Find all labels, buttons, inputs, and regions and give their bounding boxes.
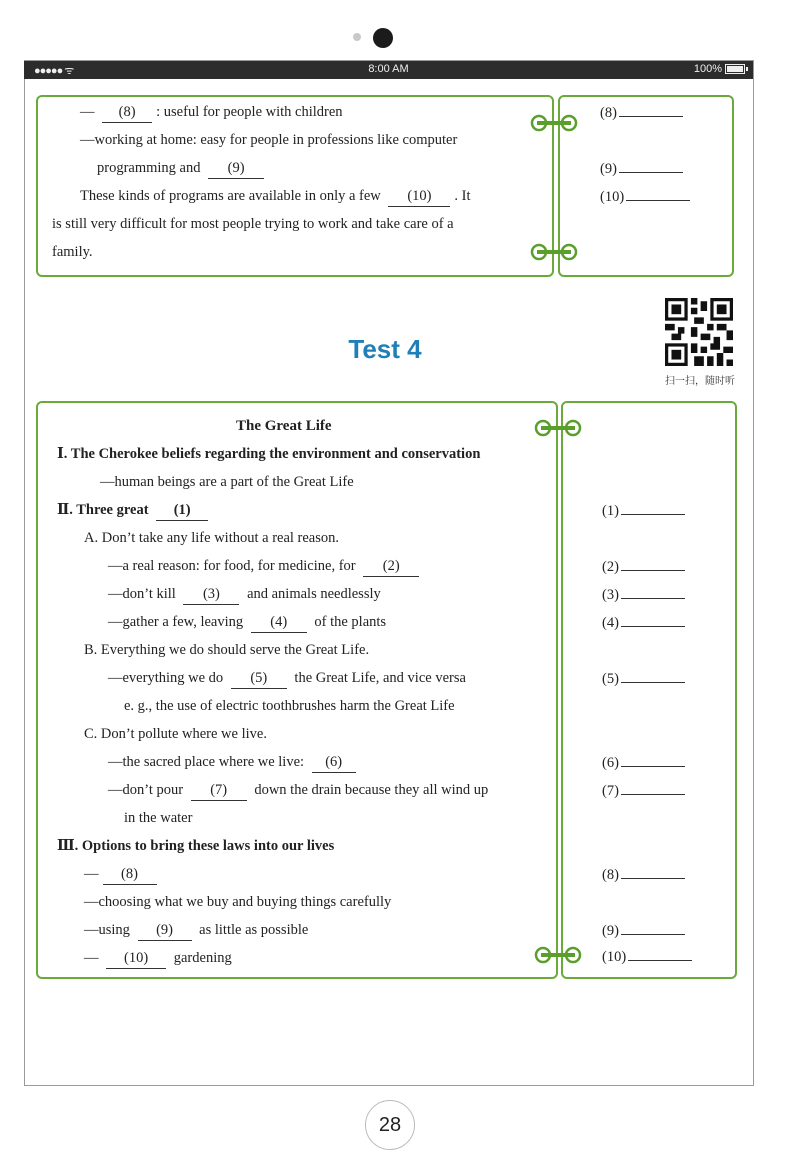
answer-field-8[interactable] bbox=[600, 102, 683, 123]
subsection-c-heading: C. Don’t pollute where we live. bbox=[84, 726, 267, 742]
status-time: 8:00 AM bbox=[368, 63, 409, 75]
blank-2: (2) bbox=[363, 556, 419, 577]
section-1-item: —human beings are a part of the Great Life bbox=[100, 474, 354, 490]
blank-5: (5) bbox=[231, 668, 287, 689]
top-line-2: —working at home: easy for people in professions like computer bbox=[80, 132, 458, 148]
top-line-4 bbox=[80, 186, 471, 207]
answer-label: (3) bbox=[602, 587, 619, 603]
text: down the drain because they all wind up bbox=[254, 782, 489, 798]
item-c2 bbox=[108, 780, 488, 801]
text: —a real reason: for food, for medicine, for bbox=[108, 558, 356, 574]
battery-status bbox=[694, 63, 745, 75]
top-line-6: family. bbox=[52, 244, 93, 260]
top-line-5: is still very difficult for most people trying to work and take care of a bbox=[52, 216, 454, 232]
text: programming and bbox=[97, 160, 201, 176]
answer-field-3[interactable] bbox=[602, 584, 685, 605]
answer-field-10[interactable] bbox=[600, 186, 690, 207]
colon: : bbox=[156, 104, 161, 120]
qr-caption: 扫一扫，随时听 bbox=[665, 376, 735, 387]
binder-ring-icon bbox=[533, 418, 583, 438]
top-line-1: — (8) : useful for people with children bbox=[80, 102, 343, 123]
answer-field-6[interactable] bbox=[602, 752, 685, 773]
answer-label: (10) bbox=[600, 189, 625, 205]
camera-dot-small bbox=[353, 33, 361, 41]
answer-label: (7) bbox=[602, 783, 619, 799]
binder-ring-icon bbox=[533, 945, 583, 965]
answer-label: (6) bbox=[602, 755, 619, 771]
status-bar bbox=[24, 61, 753, 79]
blank-9: (9) bbox=[208, 158, 264, 179]
signal-icon: ●●●●● ᯤ bbox=[34, 65, 74, 77]
outline-title: The Great Life bbox=[236, 418, 332, 434]
blank-4: (4) bbox=[251, 612, 307, 633]
text: —the sacred place where we live: bbox=[108, 754, 305, 770]
answer-label: (10) bbox=[602, 949, 627, 965]
text: —don’t kill bbox=[108, 586, 176, 602]
section-3-heading: Ⅲ. Options to bring these laws into our lives bbox=[57, 838, 335, 854]
answer-field-2[interactable] bbox=[602, 556, 685, 577]
item-b2: e. g., the use of electric toothbrushes harm the Great Life bbox=[124, 698, 455, 714]
item-c3: in the water bbox=[124, 810, 193, 826]
text: and animals needlessly bbox=[247, 586, 381, 602]
blank-6: (6) bbox=[312, 752, 356, 773]
text: gardening bbox=[173, 950, 232, 966]
blank-8: (8) bbox=[102, 102, 152, 123]
blank-3: (3) bbox=[183, 584, 239, 605]
item-c1 bbox=[108, 752, 360, 773]
text: — bbox=[84, 866, 99, 882]
top-line-3 bbox=[97, 158, 268, 179]
item-3-2: —choosing what we buy and buying things carefully bbox=[84, 894, 392, 910]
text: These kinds of programs are available in only a few bbox=[80, 188, 381, 204]
answer-field-9[interactable] bbox=[600, 158, 683, 179]
answer-label: (9) bbox=[600, 161, 617, 177]
text: as little as possible bbox=[199, 922, 309, 938]
text: the Great Life, and vice versa bbox=[294, 670, 466, 686]
item-a3 bbox=[108, 612, 386, 633]
battery-icon bbox=[725, 64, 745, 74]
text: —gather a few, leaving bbox=[108, 614, 244, 630]
text: — bbox=[84, 950, 99, 966]
answer-label: (4) bbox=[602, 615, 619, 631]
blank-1: (1) bbox=[156, 500, 208, 521]
text: Ⅱ. Three great bbox=[57, 502, 149, 518]
binder-ring-icon bbox=[529, 113, 579, 133]
answer-field-5[interactable] bbox=[602, 668, 685, 689]
battery-percent: 100% bbox=[693, 63, 722, 75]
text: —don’t pour bbox=[108, 782, 184, 798]
blank-9: (9) bbox=[138, 920, 192, 941]
answer-panel bbox=[561, 401, 737, 979]
answer-field-8b[interactable] bbox=[602, 864, 685, 885]
section-1-heading: Ⅰ. The Cherokee beliefs regarding the environment and conservation bbox=[57, 446, 481, 462]
answer-label: (2) bbox=[602, 559, 619, 575]
section-2-heading bbox=[57, 500, 212, 521]
blank-10: (10) bbox=[106, 948, 166, 969]
item-3-1 bbox=[84, 864, 161, 885]
item-a2 bbox=[108, 584, 381, 605]
page-title: Test 4 bbox=[348, 334, 422, 364]
answer-field-10b[interactable] bbox=[602, 946, 692, 967]
text: of the plants bbox=[314, 614, 387, 630]
answer-field-4[interactable] bbox=[602, 612, 685, 633]
answer-label: (5) bbox=[602, 671, 619, 687]
blank-8: (8) bbox=[103, 864, 157, 885]
text: —everything we do bbox=[108, 670, 224, 686]
text: useful for people with children bbox=[163, 104, 343, 120]
item-b1 bbox=[108, 668, 466, 689]
page-number: 28 bbox=[365, 1100, 415, 1150]
answer-label: (9) bbox=[602, 923, 619, 939]
answer-label: (8) bbox=[602, 867, 619, 883]
text: —using bbox=[84, 922, 130, 938]
subsection-b-heading: B. Everything we do should serve the Great Life. bbox=[84, 642, 370, 658]
blank-7: (7) bbox=[191, 780, 247, 801]
binder-ring-icon bbox=[529, 242, 579, 262]
camera-dot bbox=[373, 28, 393, 48]
answer-label: (8) bbox=[600, 105, 617, 121]
blank-10: (10) bbox=[388, 186, 450, 207]
answer-field-1[interactable] bbox=[602, 500, 685, 521]
qr-code-icon[interactable] bbox=[665, 298, 733, 366]
subsection-a-heading: A. Don’t take any life without a real reason. bbox=[84, 530, 340, 546]
answer-field-9b[interactable] bbox=[602, 920, 685, 941]
item-3-3 bbox=[84, 920, 308, 941]
answer-field-7[interactable] bbox=[602, 780, 685, 801]
item-3-4 bbox=[84, 948, 232, 969]
text: . It bbox=[454, 188, 471, 204]
item-a1 bbox=[108, 556, 423, 577]
answer-label: (1) bbox=[602, 503, 619, 519]
